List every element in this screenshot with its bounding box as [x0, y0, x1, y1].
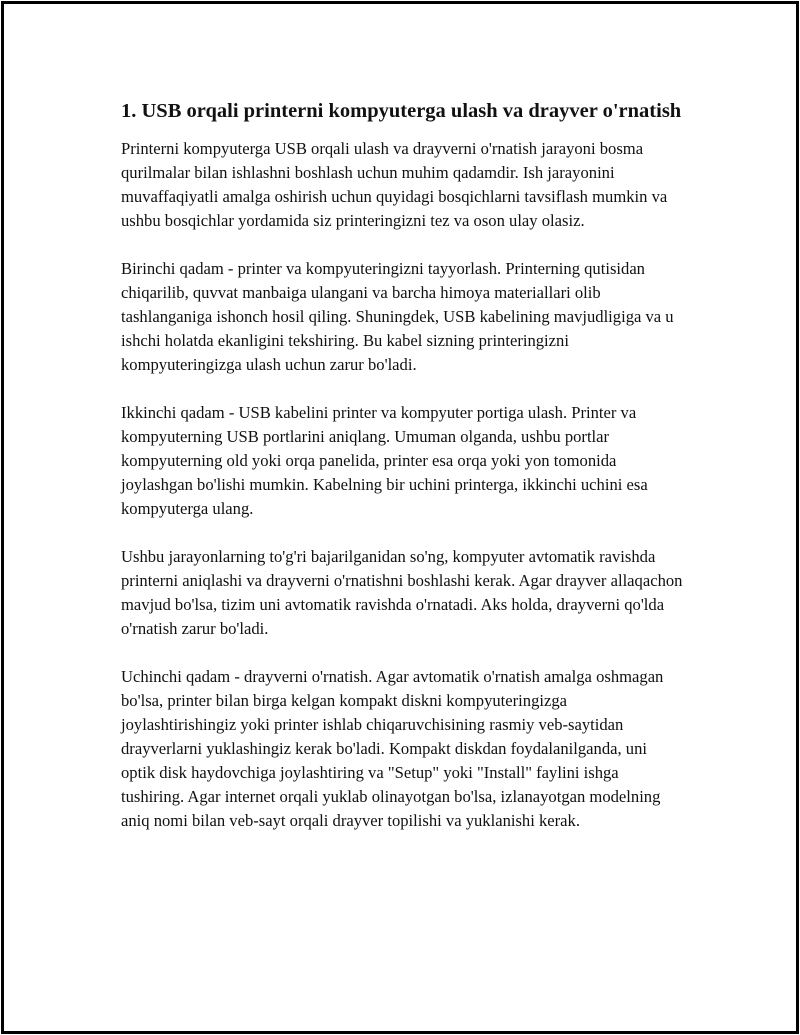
- document-body: [121, 97, 683, 857]
- paragraph-step-one: Birinchi qadam - printer va kompyuteringizni tayyorlash. Printerning qutisidan chiqarilib, quvvat manbaiga ulangani va barcha himoya materiallari olib tashlanganiga ishonch hosil qiling. Shuningdek, USB kabelining mavjudligiga va u ishchi holatda ekanligini tekshiring. Bu kabel sizning printeringizni kompyuteringizga ulash uchun zarur bo'ladi.: [121, 259, 674, 374]
- page-frame: [1, 1, 799, 1034]
- paragraph-step-two: Ikkinchi qadam - USB kabelini printer va kompyuter portiga ulash. Printer va kompyuterning USB portlarini aniqlang. Umuman olganda, ushbu portlar kompyuterning old yoki orqa panelida, printer esa orqa yoki yon tomonida joylashgan bo'lishi mumkin. Kabelning bir uchini printerga, ikkinchi uchini esa kompyuterga ulang.: [121, 403, 648, 518]
- paragraph-auto-install: Ushbu jarayonlarning to'g'ri bajarilganidan so'ng, kompyuter avtomatik ravishda printerni aniqlashi va drayverni o'rnatishni boshlashi kerak. Agar drayver allaqachon mavjud bo'lsa, tizim uni avtomatik ravishda o'rnatadi. Aks holda, drayverni qo'lda o'rnatish zarur bo'ladi.: [121, 547, 683, 638]
- section-heading: 1. USB orqali printerni kompyuterga ulash va drayver o'rnatish: [121, 100, 682, 122]
- paragraph-step-three: Uchinchi qadam - drayverni o'rnatish. Agar avtomatik o'rnatish amalga oshmagan bo'lsa, printer bilan birga kelgan kompakt diskni kompyuteringizga joylashtirishingiz yoki printer ishlab chiqaruvchisining rasmiy veb-saytidan drayverlarni yuklashingiz kerak bo'ladi. Kompakt diskdan foydalanilganda, uni optik disk haydovchiga joylashtiring va "Setup" yoki "Install" faylini ishga tushiring. Agar internet orqali yuklab olinayotgan bo'lsa, izlanayotgan modelning aniq nomi bilan veb-sayt orqali drayver topilishi va yuklanishi kerak.: [121, 667, 664, 830]
- paragraph-intro: Printerni kompyuterga USB orqali ulash va drayverni o'rnatish jarayoni bosma qurilmalar bilan ishlashni boshlash uchun muhim qadamdir. Ish jarayonini muvaffaqiyatli amalga oshirish uchun quyidagi bosqichlarni tavsiflash mumkin va ushbu bosqichlar yordamida siz printeringizni tez va oson ulay olasiz.: [121, 139, 668, 230]
